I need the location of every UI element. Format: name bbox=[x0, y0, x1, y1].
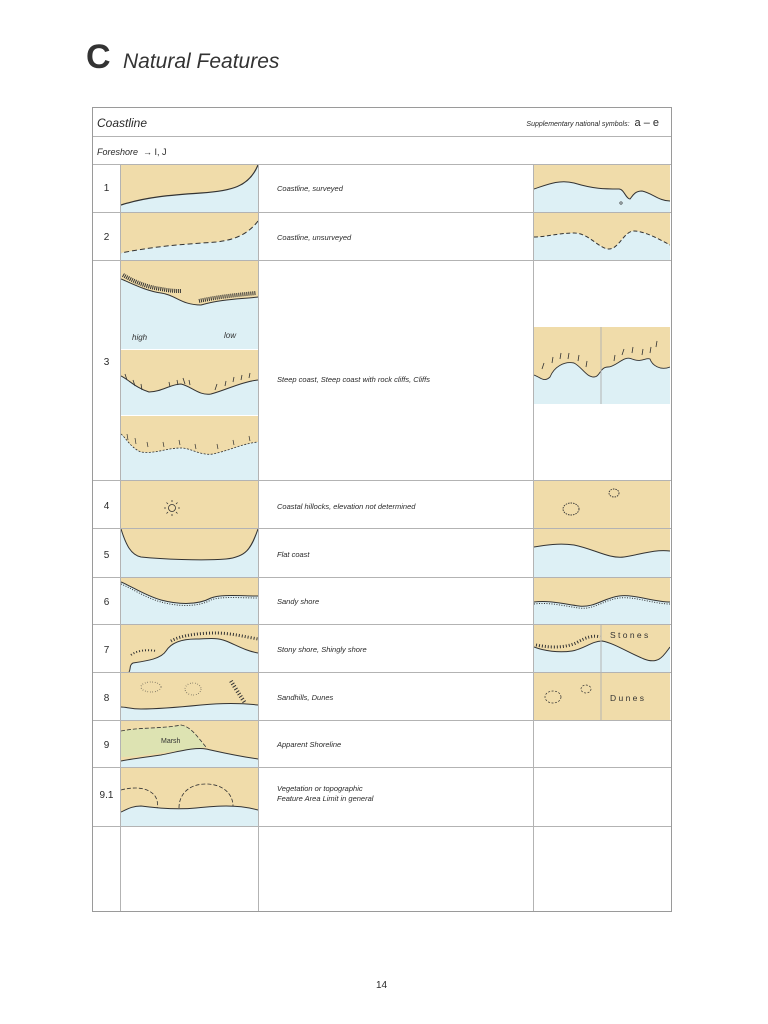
supp-flat-coast-symbol bbox=[534, 529, 670, 577]
sandy-shore-symbol bbox=[121, 578, 258, 624]
row-description: Flat coast bbox=[277, 550, 310, 559]
foreshore-label: Foreshore bbox=[97, 147, 139, 157]
supp-sandy-shore-symbol bbox=[534, 578, 670, 624]
cliffs-symbol bbox=[121, 416, 258, 480]
low-label: low bbox=[224, 331, 237, 340]
supp-stony-shore-symbol bbox=[534, 625, 670, 672]
row-description bbox=[277, 784, 527, 804]
section-title: Coastline bbox=[97, 116, 148, 130]
row-description: Stony shore, Shingly shore bbox=[277, 645, 367, 654]
row-description: Coastal hillocks, elevation not determined bbox=[277, 502, 416, 511]
supplementary-label: Supplementary national symbols: bbox=[526, 121, 630, 128]
page-title: Natural Features bbox=[123, 50, 280, 73]
flat-coast-symbol bbox=[121, 529, 258, 577]
row-number: 8 bbox=[103, 693, 110, 704]
vegetation-limit-symbol bbox=[121, 768, 258, 826]
coastline-unsurveyed-symbol bbox=[121, 213, 258, 260]
stones-label: S t o n e s bbox=[610, 630, 649, 640]
coastline-surveyed-symbol bbox=[121, 165, 258, 212]
foreshore-ref: → I, J bbox=[143, 147, 167, 157]
row-description: Sandy shore bbox=[277, 597, 320, 606]
row-description: Coastline, surveyed bbox=[277, 184, 343, 193]
supp-steep-coast-symbol bbox=[534, 327, 670, 404]
row-number: 5 bbox=[103, 550, 110, 561]
symbols-table bbox=[92, 107, 672, 912]
row-description-line: Vegetation or topographic bbox=[277, 784, 363, 793]
supp-sandhills-dunes-symbol bbox=[534, 673, 670, 720]
row-description-line: Feature Area Limit in general bbox=[277, 794, 374, 803]
row-number: 9.1 bbox=[99, 790, 114, 801]
sandhills-dunes-symbol bbox=[121, 673, 258, 720]
supp-coastline-unsurveyed-symbol bbox=[534, 213, 670, 260]
row-number: 7 bbox=[103, 645, 110, 656]
section-letter: C bbox=[86, 38, 111, 76]
high-label: high bbox=[132, 333, 148, 342]
row-description: Coastline, unsurveyed bbox=[277, 233, 352, 242]
row-description: Apparent Shoreline bbox=[277, 740, 342, 749]
supp-coastal-hillocks-symbol bbox=[534, 481, 670, 528]
row-number: 4 bbox=[103, 501, 110, 512]
row-number: 1 bbox=[103, 183, 110, 194]
row-number: 2 bbox=[103, 232, 110, 243]
row-number: 3 bbox=[103, 357, 110, 368]
apparent-shoreline-symbol bbox=[121, 721, 258, 767]
coastal-hillock-symbol bbox=[121, 481, 258, 528]
row-description: Sandhills, Dunes bbox=[277, 693, 334, 702]
row-description: Steep coast, Steep coast with rock cliffs, Cliffs bbox=[277, 375, 430, 384]
row-number: 6 bbox=[103, 597, 110, 608]
stony-shore-symbol bbox=[121, 625, 258, 672]
dunes-label: D u n e s bbox=[610, 693, 645, 703]
steep-coast-symbol bbox=[121, 261, 258, 349]
supplementary-range: a – e bbox=[634, 117, 659, 129]
page-number: 14 bbox=[376, 980, 388, 991]
marsh-label: Marsh bbox=[161, 738, 181, 745]
foreshore-reference bbox=[97, 147, 167, 157]
row-number: 9 bbox=[103, 740, 110, 751]
supplementary-symbols-note bbox=[526, 117, 659, 129]
supp-coastline-surveyed-symbol bbox=[534, 165, 670, 212]
steep-coast-rock-cliffs-symbol bbox=[121, 350, 258, 415]
